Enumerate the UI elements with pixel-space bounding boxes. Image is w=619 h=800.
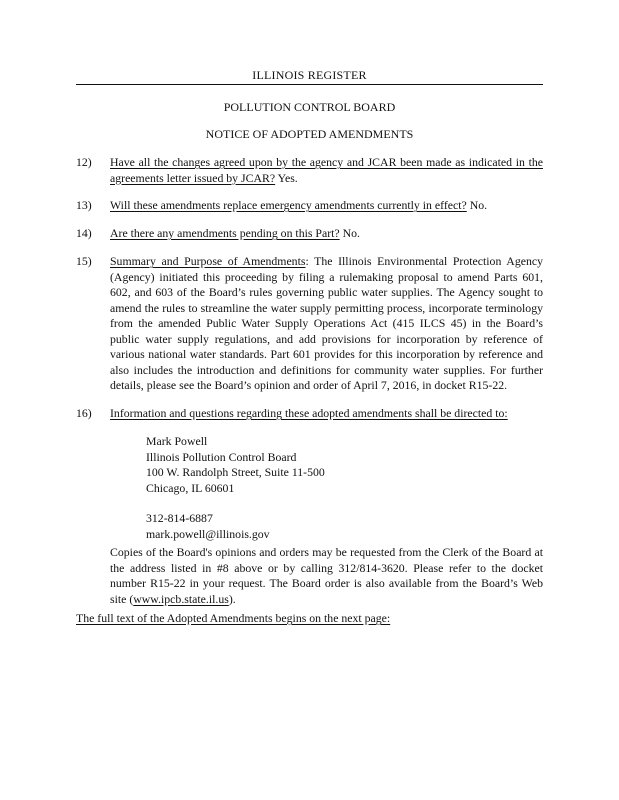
contact-city: Chicago, IL 60601 (146, 480, 235, 495)
item-number: 13) (76, 198, 92, 212)
item-12 (76, 155, 543, 186)
contact-street: 100 W. Randolph Street, Suite 11-500 (146, 465, 325, 479)
item-answer: Yes. (277, 170, 298, 185)
contact-name: Mark Powell (146, 434, 208, 448)
contact-email: mark.powell@illinois.gov (146, 526, 270, 541)
copies-end: ). (228, 591, 236, 606)
contact-phone: 312-814-6887 (146, 511, 213, 525)
full-text-notice (76, 611, 543, 627)
item-answer: No. (469, 198, 488, 212)
register-title: ILLINOIS REGISTER (252, 68, 367, 82)
copies-paragraph (110, 545, 543, 607)
copies-text: Copies of the Board's opinions and orders may be requested from the Clerk of the Board at the address listed in #8 above or by calling 312/814-3620. Please refer to the docket number R15-22 in your request. The Board order is also available from the Board’s Web site ( (110, 545, 543, 606)
item-number: 12) (76, 155, 92, 169)
item-question: Are there any amendments pending on this Part? (110, 226, 340, 240)
item-number: 15) (76, 254, 92, 268)
item-question: Information and questions regarding these adopted amendments shall be directed to: (110, 406, 508, 420)
item-14 (76, 226, 543, 242)
item-15: 15) Summary and Purpose of Amendments: The Illinois Environmental Protection Agency (Agency) initiated this proceeding by filing a rulemaking proposal to amend Parts 601, 602, and 603 of the Board’s rules governing public water supplies. The Agency sought to amend the rules to streamline the water supply permitting process, incorporate terminology from the amended Public Water Supply Operations Act (415 ILCS 45) in the Board’s public water supply regulations, and add provisions for incorporation by reference of various national water standards. Part 601 provides for this incorporation by reference and also includes the introduction and definitions for community water supplies. For further details, please see the Board’s opinion and order of April 7, 2016, in docket R15-22. (76, 254, 543, 392)
item-16 (76, 406, 543, 422)
contact-block (146, 434, 526, 542)
contact-org: Illinois Pollution Control Board (146, 449, 297, 464)
board-website-link[interactable]: www.ipcb.state.il.us (133, 591, 229, 606)
item-question: Summary and Purpose of Amendments (110, 254, 306, 268)
board-title: POLLUTION CONTROL BOARD (223, 100, 396, 114)
notice-title: NOTICE OF ADOPTED AMENDMENTS (205, 127, 414, 141)
item-question: Have all the changes agreed upon by the agency and JCAR been made as indicated in the agreements letter issued by JCAR? (110, 155, 543, 185)
item-answer: No. (342, 226, 360, 240)
item-answer: The Illinois Environmental Protection Agency (Agency) initiated this proceeding by filing a rulemaking proposal to amend Parts 601, 602, and 603 of the Board’s rules governing public water supplies. The Agency sought to amend the rules to streamline the water supply permitting process, incorporate terminology from the amended Public Water Supply Operations Act (415 ILCS 45) in the Board’s public water supply regulations, and add provisions for incorporation by reference of various national water standards. Part 601 provides for this incorporation by reference and also includes the introduction and definitions for community water supplies. For further details, please see the Board’s opinion and order of April 7, 2016, in docket R15-22. (110, 254, 543, 392)
item-number: 16) (76, 406, 92, 420)
full-text-link: The full text of the Adopted Amendments begins on the next page: (76, 611, 391, 625)
header-rule (76, 84, 543, 85)
item-13 (76, 198, 543, 214)
item-question: Will these amendments replace emergency amendments currently in effect? (110, 198, 467, 212)
item-number: 14) (76, 226, 92, 240)
